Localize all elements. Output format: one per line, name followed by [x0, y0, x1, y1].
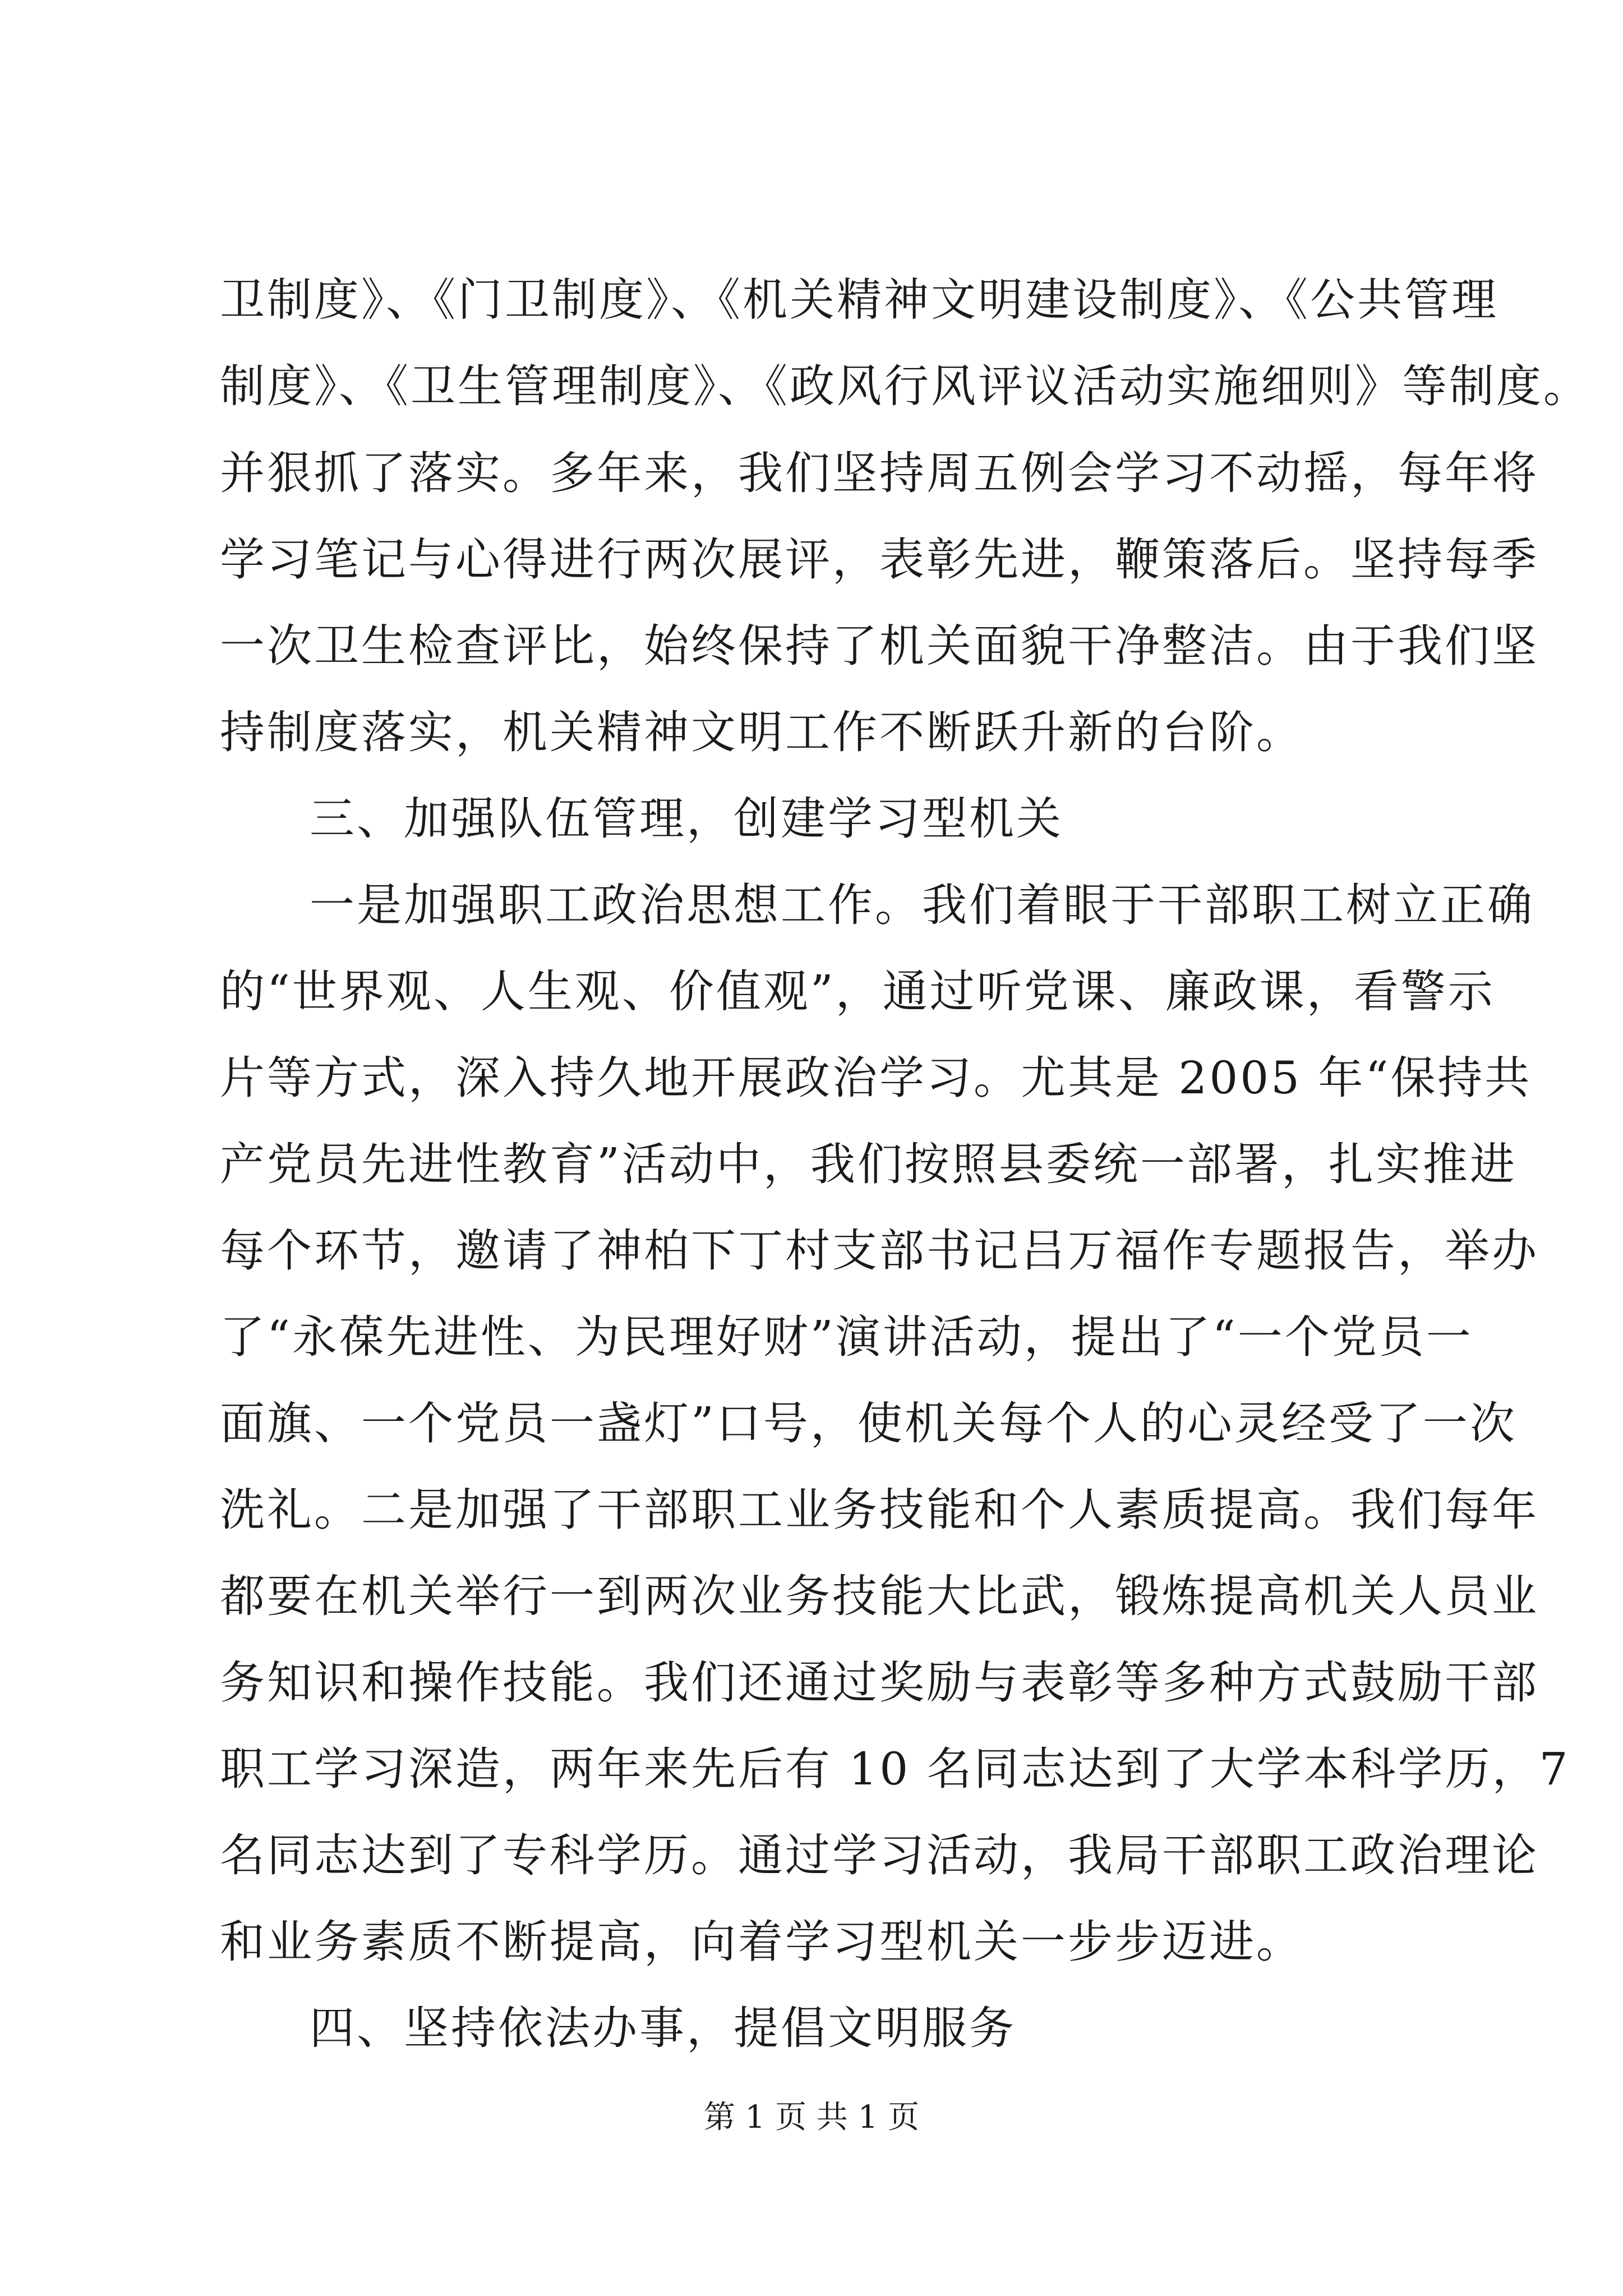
body-line: 学习笔记与心得进行两次展评，表彰先进，鞭策落后。坚持每季: [220, 533, 1539, 586]
body-line: 务知识和操作技能。我们还通过奖励与表彰等多种方式鼓励干部: [220, 1657, 1539, 1709]
section-heading: 四、坚持依法办事，提倡文明服务: [310, 2002, 1016, 2054]
body-line: 面旗、一个党员一盏灯”口号，使机关每个人的心灵经受了一次: [220, 1397, 1517, 1450]
body-line: 每个环节，邀请了神柏下丁村支部书记吕万福作专题报告，举办: [220, 1225, 1539, 1277]
section-heading: 三、加强队伍管理，创建学习型机关: [310, 793, 1063, 845]
body-line: 名同志达到了专科学历。通过学习活动，我局干部职工政治理论: [220, 1829, 1539, 1881]
body-line: 并狠抓了落实。多年来，我们坚持周五例会学习不动摇，每年将: [220, 447, 1539, 499]
page-footer: 第 1 页 共 1 页: [703, 2099, 920, 2136]
body-line: 和业务素质不断提高，向着学习型机关一步步迈进。: [220, 1916, 1303, 1968]
body-line: 持制度落实，机关精神文明工作不断跃升新的台阶。: [220, 706, 1303, 758]
body-line: 制度》、《卫生管理制度》、《政风行风评议活动实施细则》等制度。: [220, 360, 1590, 412]
body-line: 洗礼。二是加强了干部职工业务技能和个人素质提高。我们每年: [220, 1484, 1539, 1536]
body-line: 职工学习深造，两年来先后有 10 名同志达到了大学本科学历，7: [220, 1743, 1570, 1795]
body-line: 卫制度》、《门卫制度》、《机关精神文明建设制度》、《公共管理: [220, 274, 1498, 326]
body-line: 的“世界观、人生观、价值观”，通过听党课、廉政课，看警示: [220, 965, 1495, 1018]
body-line: 都要在机关举行一到两次业务技能大比武，锻炼提高机关人员业: [220, 1570, 1539, 1622]
body-line: 产党员先进性教育”活动中，我们按照县委统一部署，扎实推进: [220, 1138, 1517, 1190]
body-line: 一是加强职工政治思想工作。我们着眼于干部职工树立正确: [310, 879, 1534, 931]
body-line: 一次卫生检查评比，始终保持了机关面貌干净整洁。由于我们坚: [220, 620, 1539, 672]
body-line: 了“永葆先进性、为民理好财”演讲活动，提出了“一个党员一: [220, 1311, 1473, 1363]
body-line: 片等方式，深入持久地开展政治学习。尤其是 2005 年“保持共: [220, 1052, 1532, 1104]
